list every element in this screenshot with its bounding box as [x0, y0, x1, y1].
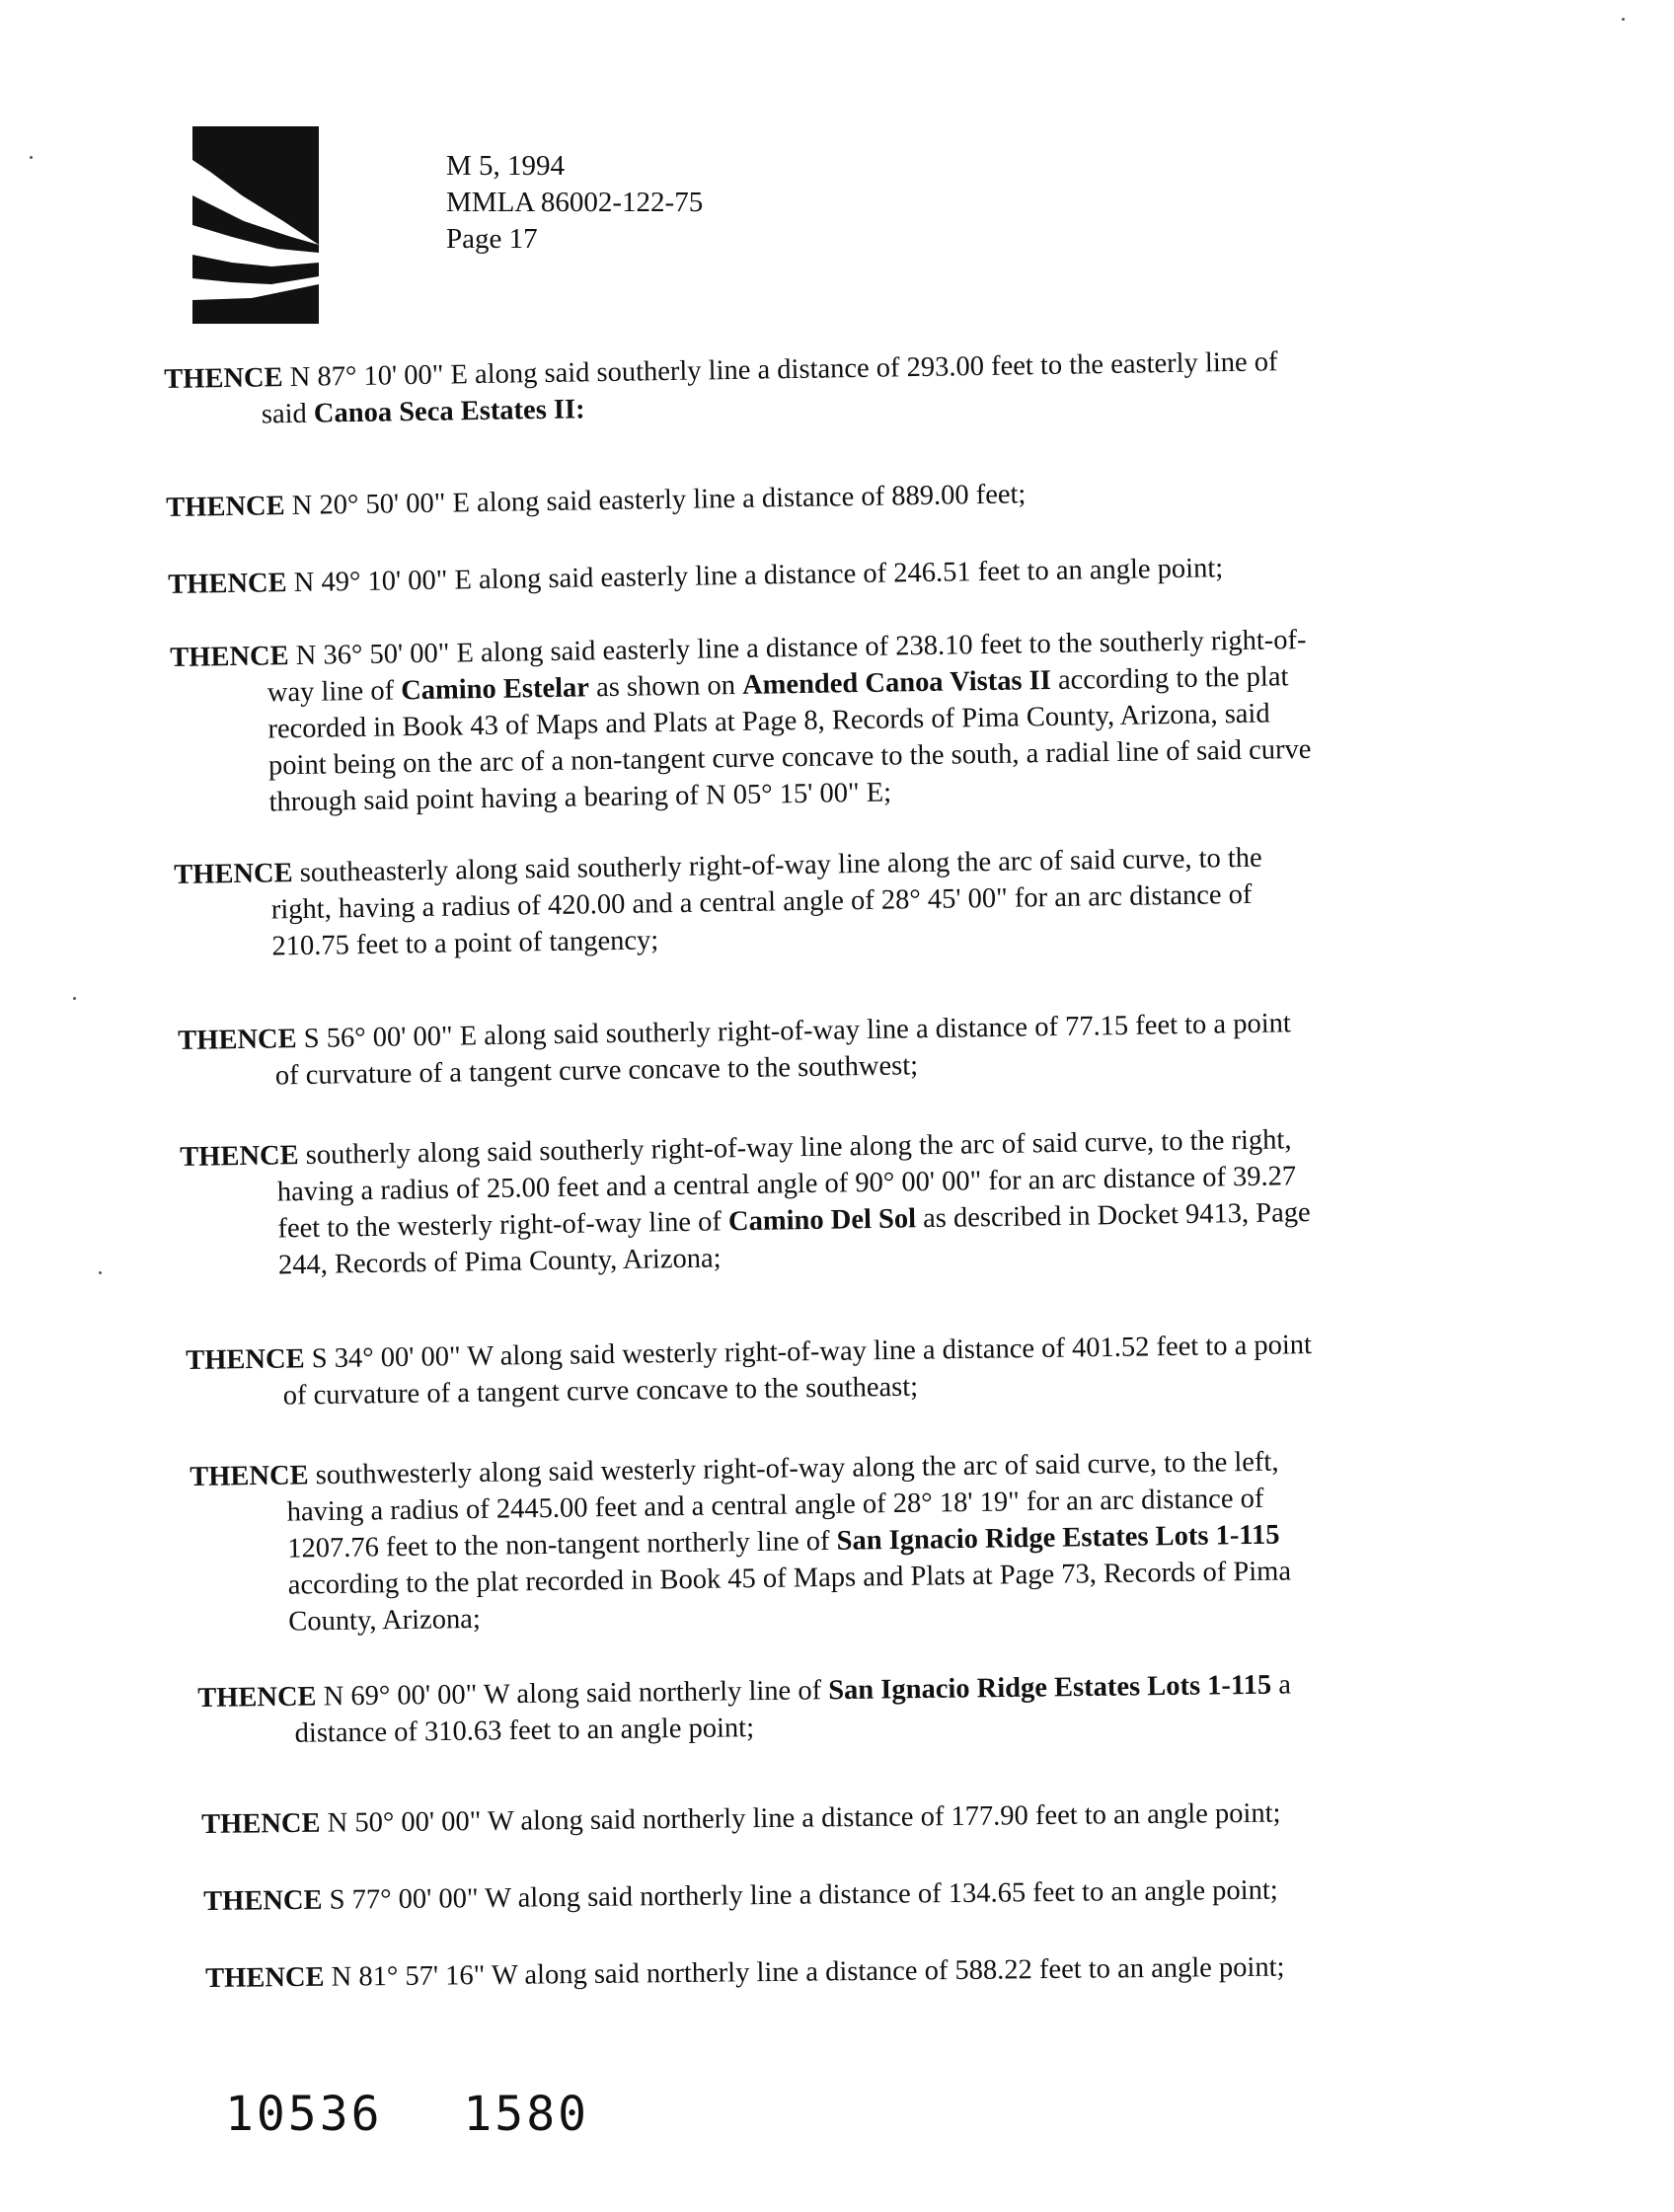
place-name: Camino Del Sol [727, 1203, 917, 1238]
thence-keyword: THENCE [180, 1140, 299, 1173]
company-logo [192, 126, 321, 324]
thence-paragraph [180, 1121, 1312, 1285]
document-stamp-numbers [225, 2087, 589, 2142]
paragraph-text: N 20° 50' 00" E along said easterly line a distance of 889.00 feet; [284, 479, 1027, 522]
paragraph-text: feet to the westerly right-of-way line of [277, 1206, 729, 1245]
paragraph-text: 244, Records of Pima County, Arizona; [277, 1243, 722, 1281]
paragraph-text: S 56° 00' 00" E along said southerly right-of-way line a distance of 77.15 feet to a point [296, 1008, 1292, 1055]
paragraph-text: according to the plat recorded in Book 45 of Maps and Plats at Page 73, Records of Pima [287, 1556, 1292, 1601]
paragraph-text: southeasterly along said southerly right-of-way line along the arc of said curve, to the [292, 842, 1262, 889]
paragraph-text: southerly along said southerly right-of-way line along the arc of said curve, to the right, [298, 1124, 1292, 1172]
thence-paragraph [190, 1443, 1292, 1641]
paragraph-text: N 69° 00' 00" W along said northerly line of [316, 1675, 829, 1713]
thence-paragraph [197, 1666, 1292, 1753]
paragraph-text: through said point having a bearing of N 05° 15' 00" E; [268, 777, 892, 818]
paragraph-text: of curvature of a tangent curve concave to the southwest; [274, 1050, 919, 1092]
thence-keyword: THENCE [205, 1961, 325, 1994]
stamp-number-right: 1580 [463, 2087, 589, 2142]
paragraph-text: southwesterly along said westerly right-of-way along the arc of said curve, to the left, [308, 1446, 1279, 1491]
paragraph-text: distance of 310.63 feet to an angle point; [294, 1713, 755, 1749]
paragraph-text: said [261, 398, 315, 430]
thence-paragraph [186, 1327, 1313, 1415]
place-name: San Ignacio Ridge Estates Lots 1-115 [828, 1669, 1272, 1707]
header-date: M 5, 1994 [446, 150, 566, 182]
paragraph-text: way line of [266, 675, 402, 709]
paragraph-line [203, 1872, 1278, 1920]
paragraph-text: N 50° 00' 00" W along said northerly line a distance of 177.90 feet to an angle point; [320, 1797, 1281, 1839]
place-name: Camino Estelar [400, 672, 590, 707]
paragraph-text: N 36° 50' 00" E along said easterly line a distance of 238.10 feet to the southerly right-of- [288, 624, 1307, 672]
thence-keyword: THENCE [170, 641, 289, 673]
header-page-number: Page 17 [446, 223, 538, 255]
paragraph-line [168, 550, 1223, 603]
paragraph-text: of curvature of a tangent curve concave to the southeast; [282, 1371, 919, 1411]
scan-speck [1622, 18, 1625, 21]
thence-keyword: THENCE [168, 568, 287, 600]
paragraph-line [166, 476, 1027, 526]
thence-paragraph [203, 1872, 1278, 1920]
paragraph-text: County, Arizona; [288, 1603, 481, 1638]
paragraph-text: N 49° 10' 00" E along said easterly line a distance of 246.51 feet to an angle point; [286, 553, 1224, 599]
paragraph-text: as described in Docket 9413, Page [915, 1197, 1311, 1235]
thence-paragraph [170, 622, 1312, 822]
thence-paragraph [174, 840, 1263, 966]
thence-keyword: THENCE [197, 1681, 317, 1714]
thence-paragraph [205, 1949, 1285, 1997]
paragraph-text: S 34° 00' 00" W along said westerly right-of-way line a distance of 401.52 feet to a point [304, 1330, 1313, 1375]
paragraph-text: recorded in Book 43 of Maps and Plats at Page 8, Records of Pima County, Arizona, said [267, 698, 1270, 745]
paragraph-text: N 81° 57' 16" W along said northerly line a distance of 588.22 feet to an angle point; [324, 1951, 1285, 1993]
header-reference: MMLA 86002-122-75 [446, 187, 704, 218]
thence-paragraph [178, 1005, 1292, 1096]
scan-speck [73, 997, 76, 1000]
place-name: Amended Canoa Vistas II [741, 664, 1052, 701]
paragraph-text: having a radius of 25.00 feet and a central angle of 90° 00' 00" for an arc distance of 39.27 [276, 1161, 1297, 1208]
paragraph-text: 1207.76 feet to the non-tangent northerly line of [287, 1525, 837, 1564]
thence-paragraph [166, 476, 1027, 526]
thence-keyword: THENCE [203, 1884, 323, 1917]
scan-speck [99, 1271, 102, 1274]
paragraph-text: as shown on [588, 669, 743, 704]
scan-speck [30, 156, 33, 159]
paragraph-text: point being on the arc of a non-tangent curve concave to the south, a radial line of said curve [267, 733, 1312, 782]
paragraph-text: S 77° 00' 00" W along said northerly line a distance of 134.65 feet to an angle point; [322, 1874, 1278, 1916]
thence-keyword: THENCE [164, 362, 283, 395]
thence-keyword: THENCE [201, 1807, 321, 1840]
thence-keyword: THENCE [174, 858, 293, 890]
thence-keyword: THENCE [178, 1024, 297, 1056]
thence-keyword: THENCE [186, 1343, 305, 1376]
paragraph-text: 210.75 feet to a point of tangency; [271, 925, 659, 962]
paragraph-line [205, 1949, 1285, 1997]
paragraph-line [201, 1795, 1281, 1843]
thence-keyword: THENCE [166, 491, 285, 523]
paragraph-text: a [1270, 1669, 1292, 1701]
place-name: San Ignacio Ridge Estates Lots 1-115 [836, 1519, 1280, 1557]
paragraph-text: N 87° 10' 00" E along said southerly line a distance of 293.00 feet to the easterly line of [282, 346, 1278, 394]
paragraph-text: having a radius of 2445.00 feet and a central angle of 28° 18' 19" for an arc distance of [286, 1483, 1264, 1528]
stamp-number-left: 10536 [225, 2087, 383, 2142]
thence-paragraph [201, 1795, 1281, 1843]
thence-keyword: THENCE [190, 1460, 309, 1492]
thence-paragraph [164, 343, 1278, 434]
paragraph-text: according to the plat [1050, 661, 1289, 696]
place-name: Canoa Seca Estates II: [313, 394, 585, 429]
document-header [446, 148, 703, 258]
paragraph-text: right, having a radius of 420.00 and a central angle of 28° 45' 00" for an arc distance of [270, 878, 1253, 926]
thence-paragraph [168, 550, 1223, 603]
